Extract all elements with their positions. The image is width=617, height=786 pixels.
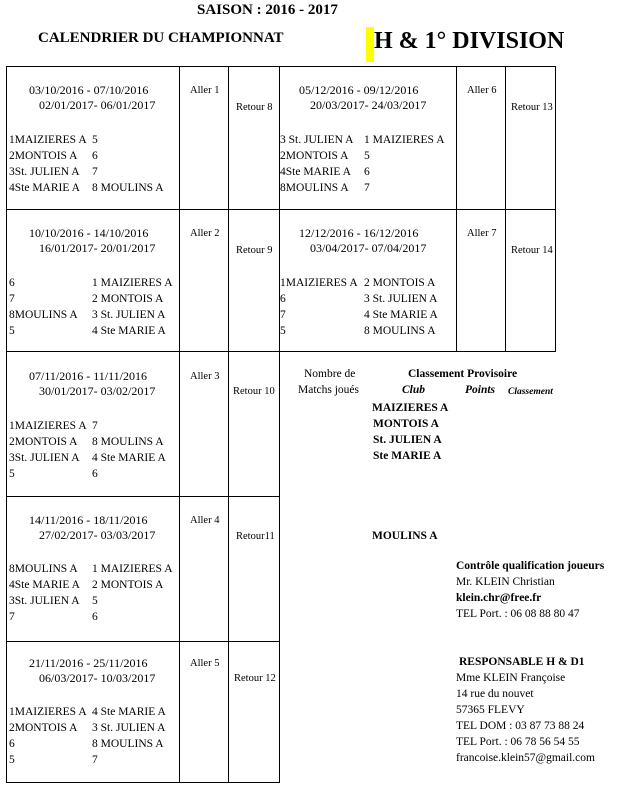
responsable-address1: 14 rue du nouvet (456, 688, 534, 700)
round-3-aller-label: Aller 3 (190, 371, 220, 382)
round-7-match-a: 1MAIZIERES A (280, 277, 358, 289)
round-6-match-b: 5 (364, 150, 370, 162)
round-3-match-a: 2MONTOIS A (9, 436, 78, 448)
round-2-match-b: 1 MAIZIERES A (92, 277, 173, 289)
responsable-name: Mme KLEIN Françoise (456, 672, 566, 684)
round-4-match-a: 4Ste MARIE A (9, 579, 80, 591)
round-5-dates-aller: 21/11/2016 - 25/11/2016 (29, 656, 148, 670)
responsable-title: RESPONSABLE H & D1 (459, 656, 585, 668)
standings-club: MAIZIERES A (372, 402, 449, 414)
round-2-dates-aller: 10/10/2016 - 14/10/2016 (29, 226, 149, 240)
round-5-dates-retour: 06/03/2017- 10/03/2017 (39, 671, 156, 685)
round-6-match-a: 4Ste MARIE A (280, 166, 351, 178)
responsable-email: francoise.klein57@gmail.com (456, 752, 595, 764)
round-3-match-a: 3St. JULIEN A (9, 452, 80, 464)
matches-played-label-2: Matchs joués (298, 384, 360, 396)
round-6-retour-cell (505, 66, 556, 210)
round-1-retour-label: Retour 8 (236, 102, 273, 113)
round-3-match-b: 7 (92, 420, 98, 432)
round-2-match-b: 3 St. JULIEN A (92, 309, 166, 321)
round-2-match-b: 4 Ste MARIE A (92, 325, 166, 337)
round-4-match-b: 1 MAIZIERES A (92, 563, 173, 575)
round-1-match-b: 5 (92, 134, 98, 146)
round-7-retour-label: Retour 14 (511, 245, 553, 256)
calendar-title: CALENDRIER DU CHAMPIONNAT (38, 30, 284, 46)
round-3-match-a: 1MAIZIERES A (9, 420, 87, 432)
round-4-match-b: 5 (92, 595, 98, 607)
standings-title: Classement Provisoire (408, 368, 518, 380)
round-1-match-a: 3St. JULIEN A (9, 166, 80, 178)
controle-email: klein.chr@free.fr (456, 592, 542, 604)
standings-col-classement: Classement (508, 387, 553, 397)
round-5-retour-cell (228, 641, 280, 783)
round-3-retour-label: Retour 10 (233, 386, 275, 397)
round-2-retour-label: Retour 9 (236, 245, 273, 256)
round-5-match-b: 3 St. JULIEN A (92, 722, 166, 734)
round-7-match-b: 2 MONTOIS A (364, 277, 436, 289)
round-1-retour-cell (228, 66, 280, 210)
round-5-match-b: 4 Ste MARIE A (92, 706, 166, 718)
matches-played-label-1: Nombre de (304, 368, 356, 380)
round-2-match-a: 8MOULINS A (9, 309, 78, 321)
round-5-retour-label: Retour 12 (234, 673, 276, 684)
round-6-match-b: 7 (364, 182, 370, 194)
round-1-match-a: 4Ste MARIE A (9, 182, 80, 194)
responsable-address2: 57365 FLEVY (456, 704, 525, 716)
round-4-match-b: 6 (92, 611, 98, 623)
round-5-match-a: 5 (9, 754, 15, 766)
round-6-retour-label: Retour 13 (511, 102, 553, 113)
round-4-aller-label: Aller 4 (190, 515, 220, 526)
controle-name: Mr. KLEIN Christian (456, 576, 555, 588)
round-3-dates-aller: 07/11/2016 - 11/11/2016 (29, 369, 147, 383)
round-1-match-a: 2MONTOIS A (9, 150, 78, 162)
round-6-dates-retour: 20/03/2017- 24/03/2017 (310, 98, 427, 112)
round-7-match-a: 6 (280, 293, 286, 305)
round-6-aller-label: Aller 6 (467, 85, 497, 96)
round-3-match-b: 6 (92, 468, 98, 480)
round-3-match-b: 4 Ste MARIE A (92, 452, 166, 464)
round-3-match-a: 5 (9, 468, 15, 480)
round-2-match-b: 2 MONTOIS A (92, 293, 164, 305)
yellow-highlight (366, 27, 374, 62)
round-4-match-a: 3St. JULIEN A (9, 595, 80, 607)
standings-club: MOULINS A (372, 530, 438, 542)
round-7-match-b: 8 MOULINS A (364, 325, 436, 337)
round-4-retour-label: Retour11 (236, 531, 275, 542)
responsable-tel-port: TEL Port. : 06 78 56 54 55 (456, 736, 580, 748)
round-6-match-a: 2MONTOIS A (280, 150, 349, 162)
round-2-retour-cell (228, 209, 280, 352)
round-4-match-b: 2 MONTOIS A (92, 579, 164, 591)
round-7-dates-retour: 03/04/2017- 07/04/2017 (310, 241, 427, 255)
round-1-match-b: 6 (92, 150, 98, 162)
round-7-match-a: 7 (280, 309, 286, 321)
round-5-aller-label: Aller 5 (190, 658, 220, 669)
round-2-aller-label: Aller 2 (190, 228, 220, 239)
round-4-match-a: 7 (9, 611, 15, 623)
round-3-retour-cell (228, 351, 280, 497)
round-4-dates-aller: 14/11/2016 - 18/11/2016 (29, 513, 148, 527)
round-1-aller-label: Aller 1 (190, 85, 220, 96)
round-1-match-b: 7 (92, 166, 98, 178)
standings-club: Ste MARIE A (373, 450, 442, 462)
round-6-dates-aller: 05/12/2016 - 09/12/2016 (299, 83, 419, 97)
round-7-match-b: 4 Ste MARIE A (364, 309, 438, 321)
round-4-match-a: 8MOULINS A (9, 563, 78, 575)
responsable-tel-dom: TEL DOM : 03 87 73 88 24 (456, 720, 585, 732)
round-6-match-b: 1 MAIZIERES A (364, 134, 445, 146)
round-3-dates-retour: 30/01/2017- 03/02/2017 (39, 384, 156, 398)
round-7-aller-label: Aller 7 (467, 228, 497, 239)
controle-tel: TEL Port. : 06 08 88 80 47 (456, 608, 580, 620)
round-1-dates-retour: 02/01/2017- 06/01/2017 (39, 98, 156, 112)
standings-col-club: Club (402, 384, 426, 396)
round-5-match-a: 1MAIZIERES A (9, 706, 87, 718)
round-4-dates-retour: 27/02/2017- 03/03/2017 (39, 528, 156, 542)
round-1-dates-aller: 03/10/2016 - 07/10/2016 (29, 83, 149, 97)
round-4-retour-cell (228, 496, 280, 642)
round-2-match-a: 5 (9, 325, 15, 337)
round-5-match-b: 7 (92, 754, 98, 766)
round-1-match-a: 1MAIZIERES A (9, 134, 87, 146)
round-7-retour-cell (505, 209, 556, 352)
round-6-match-b: 6 (364, 166, 370, 178)
standings-club: MONTOIS A (373, 418, 439, 430)
controle-title: Contrôle qualification joueurs (456, 560, 605, 572)
round-5-match-a: 6 (9, 738, 15, 750)
round-3-match-b: 8 MOULINS A (92, 436, 164, 448)
round-7-match-a: 5 (280, 325, 286, 337)
season-title: SAISON : 2016 - 2017 (197, 2, 338, 18)
round-6-match-a: 3 St. JULIEN A (280, 134, 354, 146)
standings-col-points: Points (465, 384, 496, 396)
round-7-dates-aller: 12/12/2016 - 16/12/2016 (299, 226, 419, 240)
round-2-match-a: 6 (9, 277, 15, 289)
round-6-match-a: 8MOULINS A (280, 182, 349, 194)
standings-club: St. JULIEN A (373, 434, 442, 446)
round-5-match-b: 8 MOULINS A (92, 738, 164, 750)
round-1-match-b: 8 MOULINS A (92, 182, 164, 194)
round-7-match-b: 3 St. JULIEN A (364, 293, 438, 305)
division-title: H & 1° DIVISION (374, 28, 565, 54)
round-5-match-a: 2MONTOIS A (9, 722, 78, 734)
round-2-match-a: 7 (9, 293, 15, 305)
round-2-dates-retour: 16/01/2017- 20/01/2017 (39, 241, 156, 255)
